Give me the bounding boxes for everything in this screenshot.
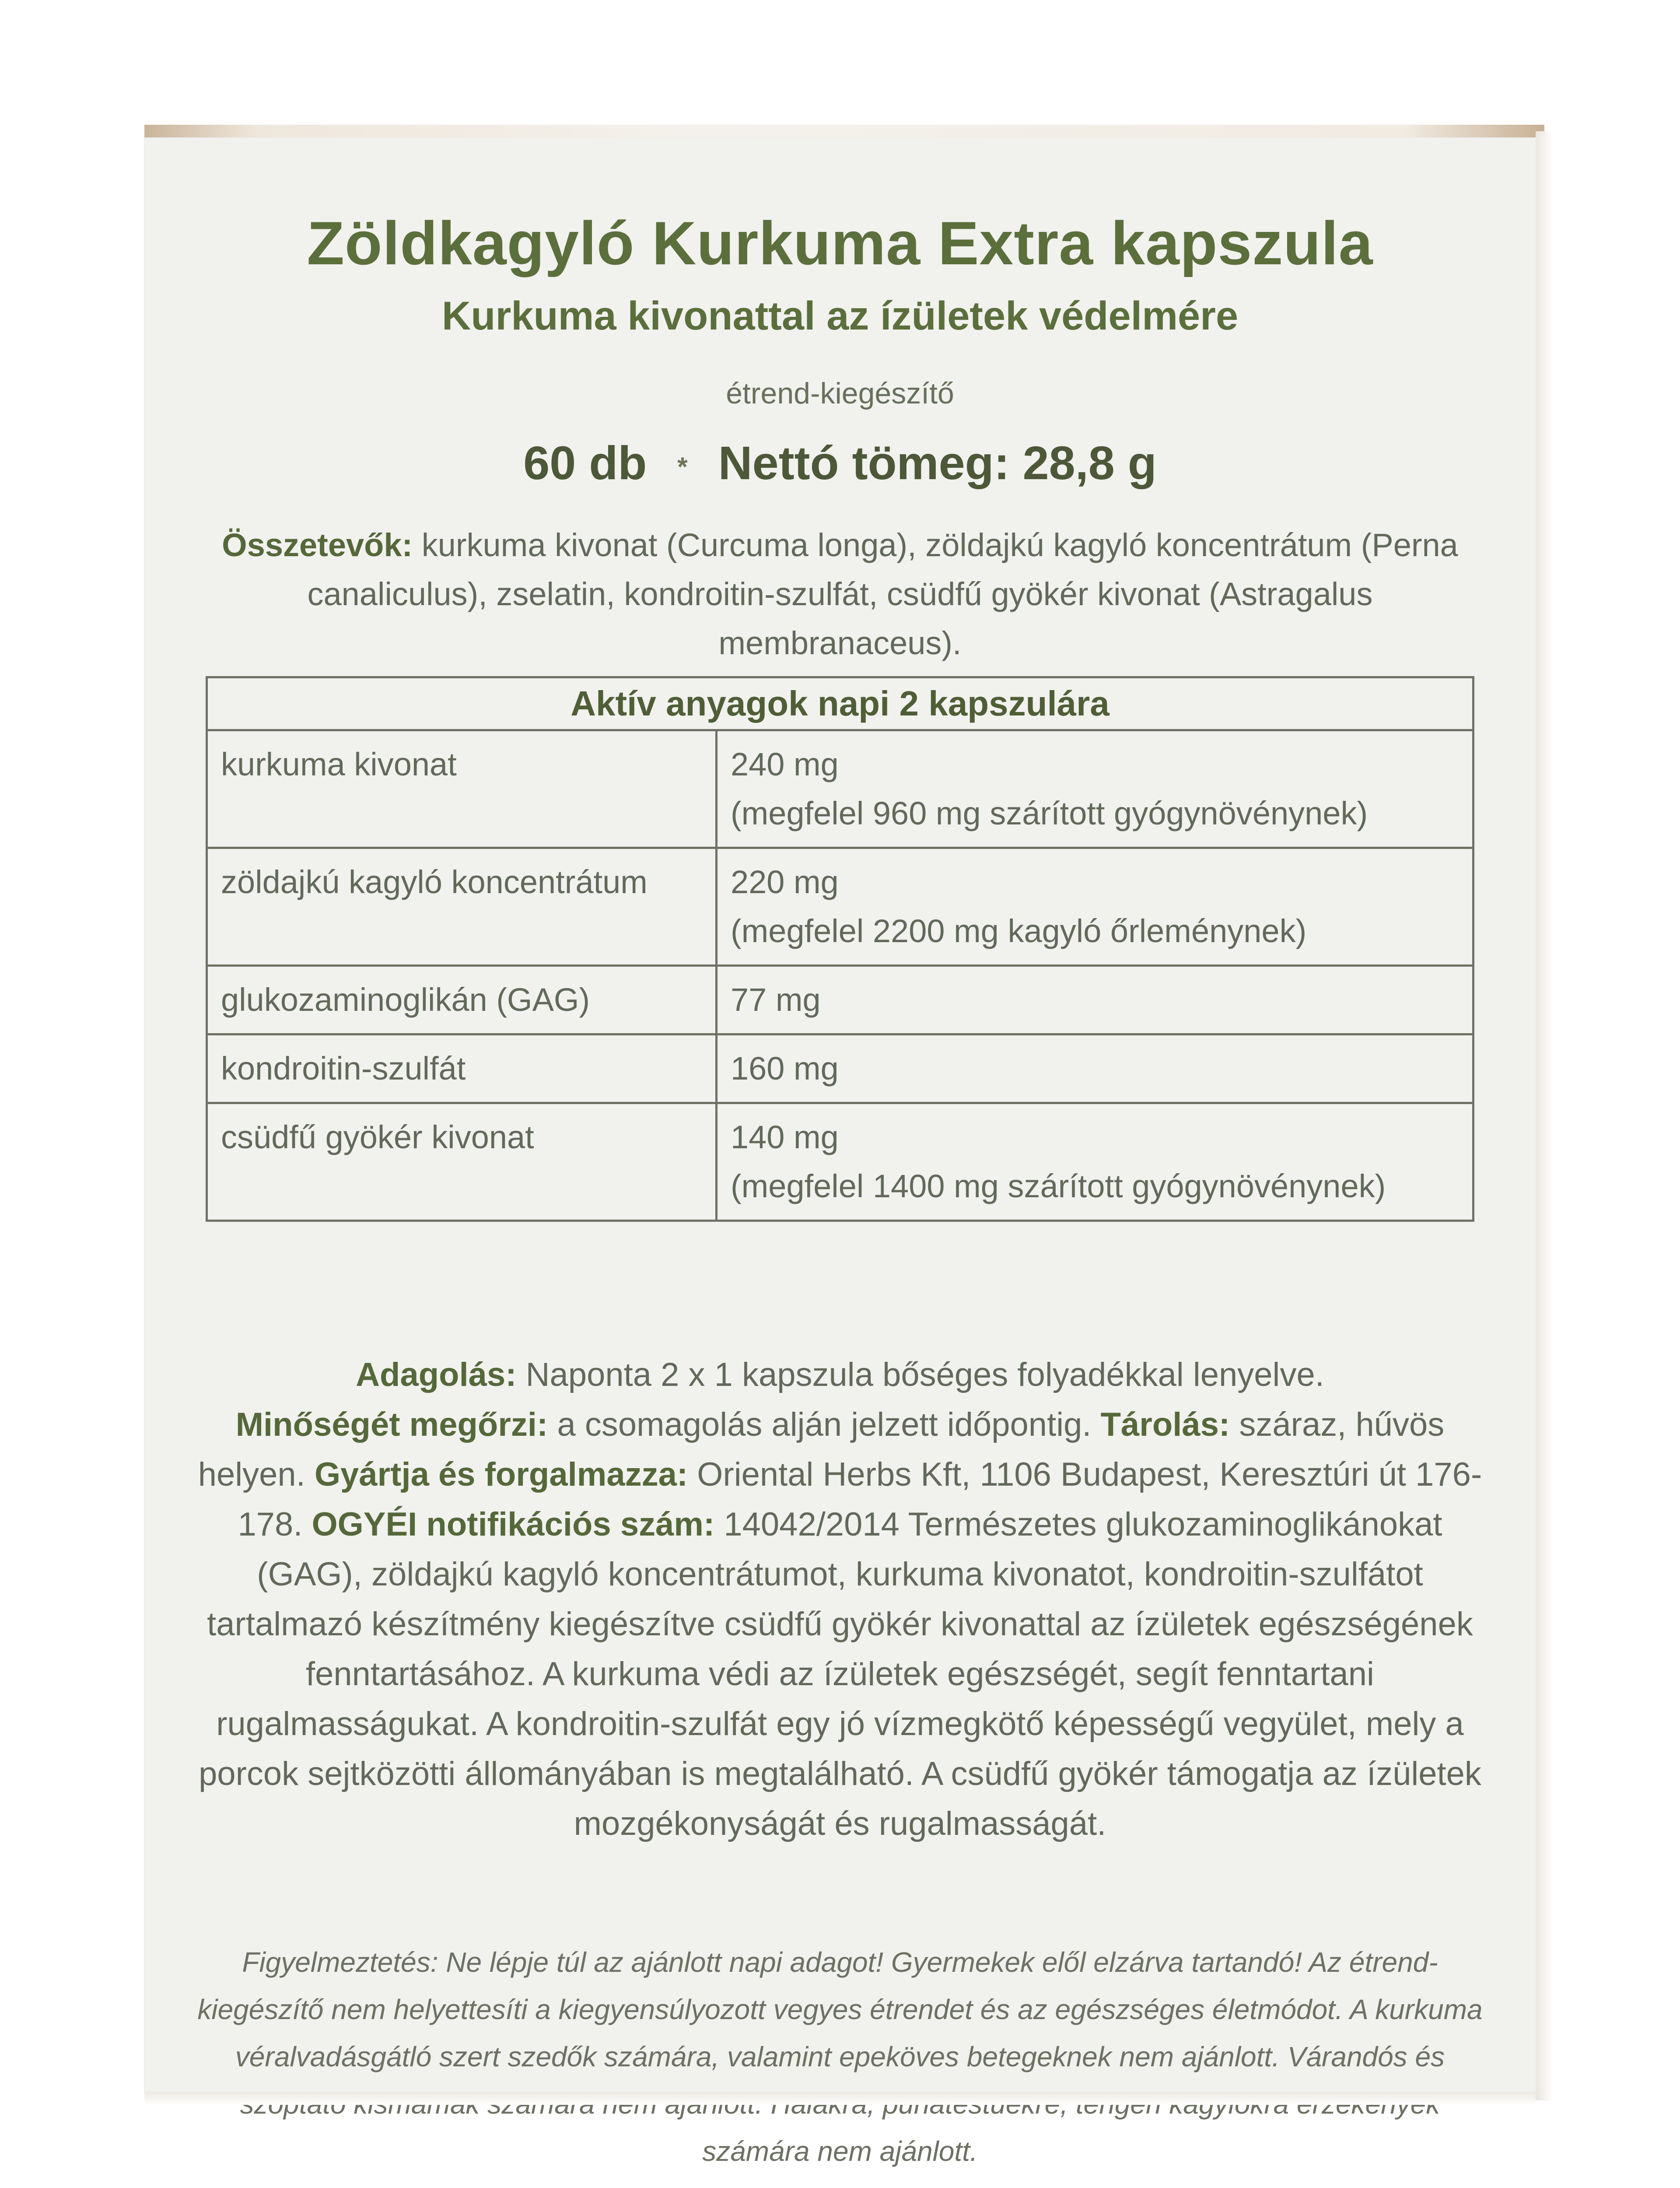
package-back-panel bbox=[144, 138, 1536, 2167]
ingredient-amount-cell bbox=[717, 1103, 1474, 1221]
ingredient-amount: 140 mg bbox=[731, 1119, 839, 1155]
ogyei-number: 14042/2014 bbox=[724, 1506, 900, 1543]
dosage-text: Naponta 2 x 1 kapszula bőséges folyadékkal lenyelve. bbox=[525, 1356, 1324, 1393]
table-header-row bbox=[207, 677, 1474, 730]
ingredient-note: (megfelel 2200 mg kagyló őrleménynek) bbox=[731, 913, 1307, 949]
product-subtitle: Kurkuma kivonattal az ízületek védelmére bbox=[441, 294, 1239, 338]
dosage-label: Adagolás: bbox=[356, 1356, 517, 1393]
table-row bbox=[207, 1034, 1474, 1103]
shelf-life-text: a csomagolás alján jelzett időpontig. bbox=[557, 1406, 1092, 1443]
ingredient-amount: 220 mg bbox=[731, 864, 839, 900]
table-row bbox=[207, 1103, 1474, 1221]
ingredient-amount-cell bbox=[717, 1034, 1474, 1103]
ingredient-amount: 240 mg bbox=[731, 746, 839, 782]
quantity: 60 db bbox=[523, 436, 647, 489]
ingredients-block bbox=[206, 521, 1474, 668]
ingredient-name: zöldajkú kagyló koncentrátum bbox=[207, 848, 717, 966]
manufacturer-label: Gyártja és forgalmazza: bbox=[314, 1456, 688, 1493]
product-category: étrend-kiegészítő bbox=[726, 377, 954, 410]
storage-text: száraz, hűvös helyen. bbox=[198, 1406, 1445, 1493]
ingredient-amount-cell bbox=[717, 730, 1474, 848]
ingredient-amount-cell bbox=[717, 848, 1474, 966]
shelf-life-label: Minőségét megőrzi: bbox=[235, 1406, 548, 1443]
ingredient-note: (megfelel 1400 mg szárított gyógynövénynek) bbox=[731, 1168, 1386, 1204]
ingredient-name: kurkuma kivonat bbox=[207, 730, 717, 848]
net-weight: Nettó tömeg: 28,8 g bbox=[718, 436, 1157, 489]
ingredient-amount-cell bbox=[717, 966, 1474, 1034]
ingredients-text: kurkuma kivonat (Curcuma longa), zöldajkú kagyló koncentrátum (Perna canaliculus), zselatin, kondroitin-szulfát, csüdfű gyökér kivonat (Astragalus membranaceus). bbox=[307, 527, 1458, 661]
manufacturer-text: Oriental Herbs Kft, 1106 Budapest, Keresztúri út 176-178. bbox=[238, 1456, 1482, 1543]
ingredient-name: kondroitin-szulfát bbox=[207, 1034, 717, 1103]
ingredient-name: glukozaminoglikán (GAG) bbox=[207, 966, 717, 1034]
warning-text: Figyelmeztetés: Ne lépje túl az ajánlott napi adagot! Gyermekek elől elzárva tartandó! Az étrend-kiegészítő nem helyettesíti a kiegyensúlyozott vegyes étrendet és az egészséges életmódot. A kurkuma véralvadásgátló szert szedők számára, valamint epeköves betegeknek nem ajánlott. Várandós és számára nem ajánlott. bbox=[197, 1946, 1483, 2167]
active-ingredients-table bbox=[206, 676, 1474, 1222]
ingredients-label: Összetevők: bbox=[222, 527, 413, 563]
table-header: Aktív anyagok napi 2 kapszulára bbox=[207, 677, 1474, 730]
table-row bbox=[207, 848, 1474, 966]
ingredient-name: csüdfű gyökér kivonat bbox=[207, 1103, 717, 1221]
product-info-block bbox=[197, 1350, 1483, 1849]
product-description: Természetes glukozaminoglikánokat (GAG), zöldajkú kagyló koncentrátumot, kurkuma kivonatot, kondroitin-szulfátot tartalmazó készítmény kiegészítve csüdfű gyökér kivonattal az ízületek egészségének fenntartásához. A kurkuma védi az ízületek egészségét, segít fenntartani rugalmasságukat. A kondroitin-szulfát egy jó vízmegkötő képességű vegyület, mely a porcok sejtközötti állományában is megtalálható. A csüdfű gyökér támogatja az ízületek mozgékonyságát és rugalmasságát. bbox=[199, 1506, 1481, 1842]
ogyei-label: OGYÉI notifikációs szám: bbox=[312, 1506, 715, 1543]
separator-star: * bbox=[677, 452, 688, 481]
table-row bbox=[207, 730, 1474, 848]
ingredient-note: (megfelel 960 mg szárított gyógynövénynek) bbox=[731, 795, 1368, 831]
box-bottom-edge bbox=[144, 2092, 1536, 2105]
ingredient-amount: 77 mg bbox=[731, 982, 821, 1018]
storage-label: Tárolás: bbox=[1100, 1406, 1230, 1443]
box-side-shadow bbox=[1536, 131, 1553, 2100]
product-title: Zöldkagyló Kurkuma Extra kapszula bbox=[307, 209, 1373, 277]
table-row bbox=[207, 966, 1474, 1034]
ingredient-amount: 160 mg bbox=[731, 1050, 839, 1087]
quantity-line bbox=[144, 435, 1536, 490]
